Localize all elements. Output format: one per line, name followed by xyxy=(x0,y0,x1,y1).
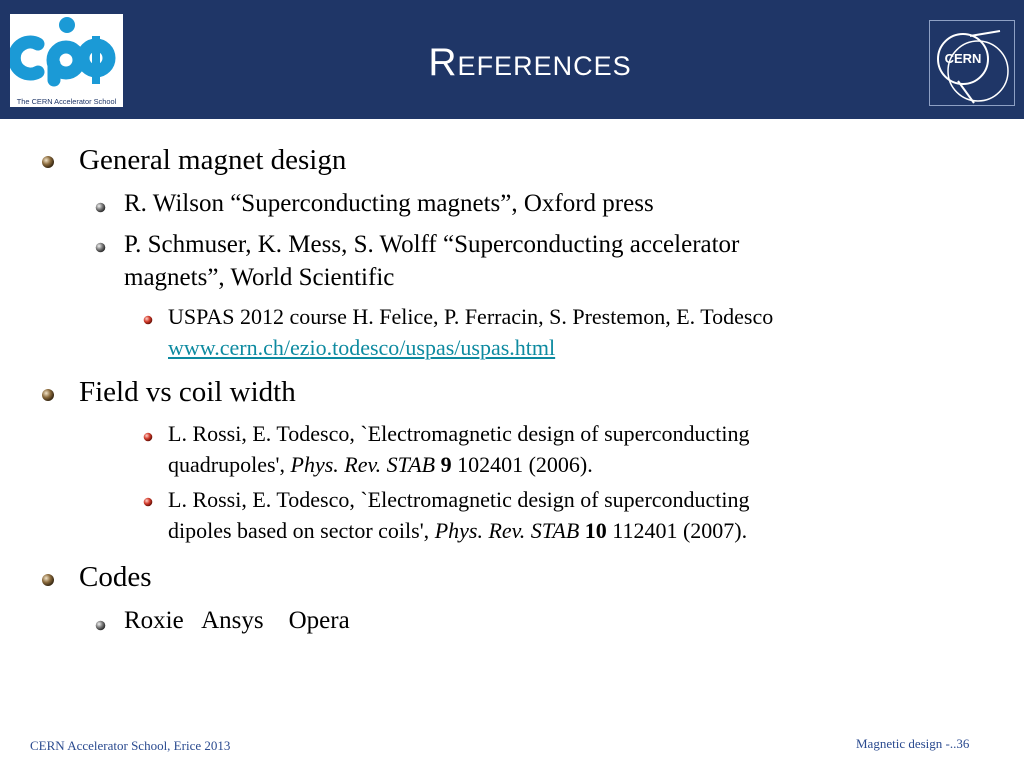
uspas-link-text[interactable]: www.cern.ch/ezio.todesco/uspas/uspas.html xyxy=(168,335,556,360)
journal-name: Phys. Rev. STAB xyxy=(290,452,436,477)
bullet-icon xyxy=(95,620,106,631)
bullet-icon xyxy=(143,497,153,507)
heading-codes: Codes xyxy=(79,561,152,593)
reference-rossi-2006-line2 xyxy=(168,450,593,480)
reference-schmuser-line2: magnets”, World Scientific xyxy=(124,264,395,291)
reference-uspas: USPAS 2012 course H. Felice, P. Ferracin, S. Prestemon, E. Todesco xyxy=(168,304,774,329)
uspas-link[interactable] xyxy=(168,333,555,363)
slide-title: References xyxy=(428,41,632,84)
reference-text: quadrupoles', xyxy=(168,452,285,477)
slide-header xyxy=(0,0,1024,119)
journal-volume: 10 xyxy=(584,518,607,543)
cas-logo xyxy=(10,14,123,107)
reference-rossi-2007-line1: L. Rossi, E. Todesco, `Electromagnetic design of superconducting xyxy=(168,487,750,512)
reference-wilson: R. Wilson “Superconducting magnets”, Oxford press xyxy=(124,190,654,217)
cern-logo xyxy=(929,20,1015,106)
cas-logo-caption: The CERN Accelerator School xyxy=(16,97,117,106)
bullet-icon xyxy=(143,432,153,442)
journal-name: Phys. Rev. STAB xyxy=(434,518,580,543)
reference-tail: 102401 (2006). xyxy=(457,452,593,477)
heading-field-vs-coil-width: Field vs coil width xyxy=(79,376,296,408)
bullet-icon xyxy=(41,573,55,587)
bullet-icon xyxy=(95,202,106,213)
footer-left: CERN Accelerator School, Erice 2013 xyxy=(30,738,231,753)
reference-schmuser-line1: P. Schmuser, K. Mess, S. Wolff “Superconducting accelerator xyxy=(124,231,740,258)
reference-rossi-2007-line2 xyxy=(168,516,747,546)
codes-list: Roxie Ansys Opera xyxy=(124,607,350,634)
bullet-icon xyxy=(41,155,55,169)
heading-general-magnet-design: General magnet design xyxy=(79,144,347,176)
reference-tail: 112401 (2007). xyxy=(612,518,748,543)
bullet-icon xyxy=(143,315,153,325)
cas-logo-icon xyxy=(10,14,123,94)
bullet-icon xyxy=(95,242,106,253)
journal-volume: 9 xyxy=(440,452,452,477)
bullet-icon xyxy=(41,388,55,402)
footer-right: Magnetic design -..36 xyxy=(856,736,970,751)
reference-rossi-2006-line1: L. Rossi, E. Todesco, `Electromagnetic design of superconducting xyxy=(168,421,750,446)
cern-logo-text: CERN xyxy=(944,51,982,66)
reference-text: dipoles based on sector coils', xyxy=(168,518,430,543)
